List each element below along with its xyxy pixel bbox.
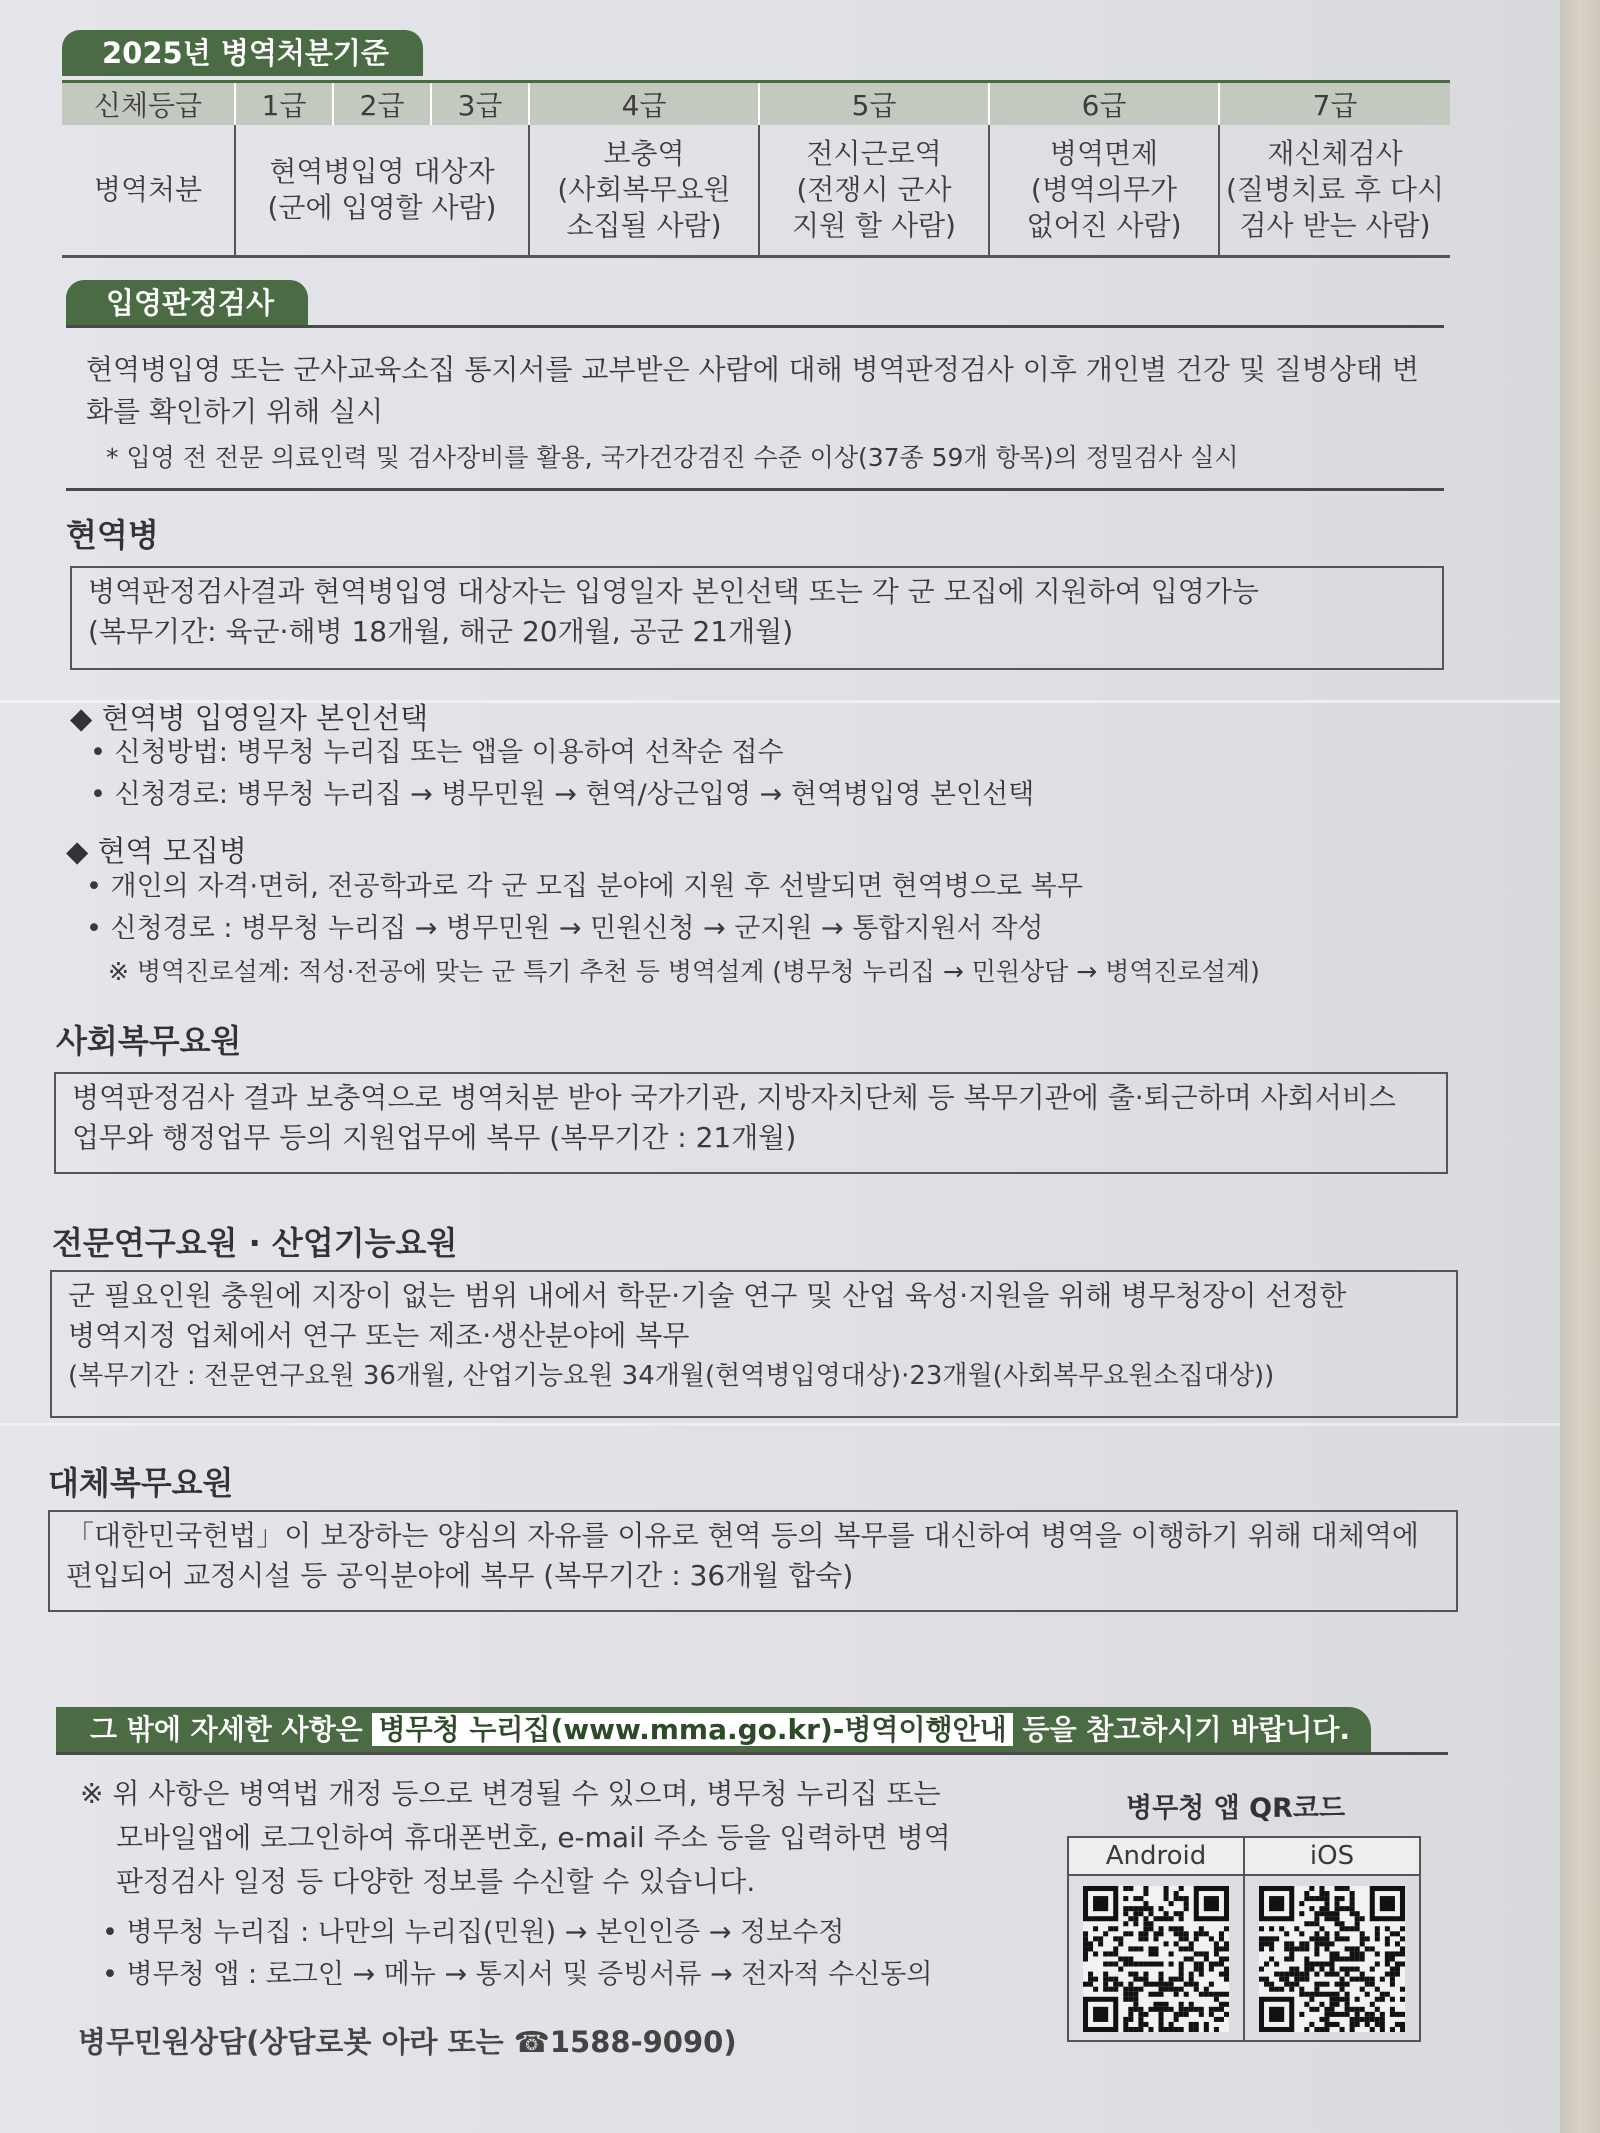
disposition-reexam (1219, 125, 1450, 257)
grade-header-label: 신체등급 (62, 82, 235, 126)
list-item: • 개인의 자격·면허, 전공학과로 각 군 모집 분야에 지원 후 선발되면 현역병으로 복무 (86, 871, 1083, 902)
disposition-line: (사회복무요원 (557, 173, 731, 206)
research-industry-box (50, 1270, 1458, 1418)
self-select-title: ◆ 현역병 입영일자 본인선택 (70, 701, 429, 735)
active-duty-heading: 현역병 (66, 516, 159, 554)
qr-body (1069, 1876, 1419, 2042)
box-line: 병역판정검사 결과 보충역으로 병역처분 받아 국가기관, 지방자치단체 등 복무기관에 출·퇴근하며 사회서비스 (72, 1081, 1396, 1114)
alternative-service-heading: 대체복무요원 (48, 1464, 234, 1502)
qr-code-panel (1067, 1836, 1421, 2042)
grade-1: 1급 (235, 82, 333, 126)
disposition-line: 전시근로역 (806, 137, 942, 170)
ios-qr-icon[interactable] (1259, 1886, 1405, 2032)
disposition-line: 보충역 (603, 137, 685, 170)
box-line: 업무와 행정업무 등의 지원업무에 복무 (복무기간 : 21개월) (72, 1121, 797, 1154)
mma-website-link[interactable]: 병무청 누리집(www.mma.go.kr)-병역이행안내 (372, 1713, 1012, 1746)
disposition-active (235, 125, 529, 257)
notice-line: 모바일앱에 로그인하여 휴대폰번호, e-mail 주소 등을 입력하면 병역 (116, 1821, 951, 1854)
box-line: 「대한민국헌법」이 보장하는 양심의 자유를 이유로 현역 등의 복무를 대신하여 병역을 이행하기 위해 대체역에 (66, 1519, 1419, 1552)
grade-3: 3급 (431, 82, 529, 126)
disposition-line: 현역병입영 대상자 (269, 155, 495, 188)
box-line: (복무기간 : 전문연구요원 36개월, 산업기능요원 34개월(현역병입영대상)·23개월(사회복무요원소집대상)) (68, 1361, 1275, 1391)
qr-label-android: Android (1069, 1838, 1245, 1874)
fold-line (0, 1423, 1560, 1426)
disposition-line: 재신체검사 (1267, 137, 1403, 170)
banner-text: 그 밖에 자세한 사항은 (90, 1713, 363, 1746)
table-surface (1560, 0, 1600, 2133)
active-duty-box (70, 566, 1444, 670)
disposition-line: 지원 할 사람) (792, 209, 956, 242)
disposition-line: (군에 입영할 사람) (267, 191, 497, 224)
qr-label-ios: iOS (1245, 1838, 1419, 1874)
disposition-exemption (989, 125, 1219, 257)
footer-bullets (102, 1912, 932, 1996)
grade-4: 4급 (529, 82, 759, 126)
disposition-line: 없어진 사람) (1026, 209, 1182, 242)
box-line: (복무기간: 육군·해병 18개월, 해군 20개월, 공군 21개월) (88, 615, 794, 648)
list-item: • 신청경로 : 병무청 누리집 → 병무민원 → 민원신청 → 군지원 → 통합지원서 작성 (86, 913, 1044, 944)
recruit-list (86, 866, 1083, 950)
grade-standard-tab: 2025년 병역처분기준 (62, 30, 423, 76)
disposition-line: 검사 받는 사람) (1239, 209, 1431, 242)
recruit-title: ◆ 현역 모집병 (66, 834, 247, 868)
box-line: 군 필요인원 충원에 지장이 없는 범위 내에서 학문·기술 연구 및 산업 육성·지원을 위해 병무청장이 선정한 (68, 1279, 1347, 1312)
notice-line: ※ 위 사항은 병역법 개정 등으로 변경될 수 있으며, 병무청 누리집 또는 (80, 1777, 941, 1810)
social-service-box (54, 1072, 1448, 1174)
qr-title: 병무청 앱 QR코드 (1126, 1793, 1346, 1824)
alternative-service-box (48, 1510, 1458, 1612)
entry-exam-text: 현역병입영 또는 군사교육소집 통지서를 교부받은 사람에 대해 병역판정검사 이후 개인별 건강 및 질병상태 변화를 확인하기 위해 실시 (86, 353, 1419, 428)
disposition-row-label: 병역처분 (62, 125, 235, 257)
recruit-note: ※ 병역진로설계: 적성·전공에 맞는 군 특기 추천 등 병역설계 (병무청 누리집 → 민원상담 → 병역진로설계) (108, 957, 1260, 986)
box-line: 편입되어 교정시설 등 공익분야에 복무 (복무기간 : 36개월 합숙) (66, 1559, 854, 1592)
disposition-row (62, 125, 1450, 257)
more-info-banner (56, 1707, 1371, 1753)
research-industry-heading: 전문연구요원 · 산업기능요원 (52, 1224, 458, 1262)
disposition-line: (병역의무가 (1030, 173, 1178, 206)
entry-exam-note: * 입영 전 전문 의료인력 및 검사장비를 활용, 국가건강검진 수준 이상(37종 59개 항목)의 정밀검사 실시 (106, 443, 1239, 472)
grade-5: 5급 (759, 82, 989, 126)
grade-2: 2급 (333, 82, 431, 126)
disposition-supplementary (529, 125, 759, 257)
divider (66, 488, 1444, 491)
qr-header (1069, 1838, 1419, 1876)
qr-cell-ios (1245, 1876, 1419, 2042)
entry-exam-tab: 입영판정검사 (66, 280, 308, 326)
social-service-heading: 사회복무요원 (56, 1022, 242, 1060)
box-line: 병역지정 업체에서 연구 또는 제조·생산분야에 복무 (68, 1319, 690, 1352)
list-item: • 신청경로: 병무청 누리집 → 병무민원 → 현역/상근입영 → 현역병입영 본인선택 (90, 779, 1035, 810)
contact-info: 병무민원상담(상담로봇 아라 또는 ☎1588-9090) (78, 2025, 737, 2059)
divider (56, 1752, 1448, 1755)
grade-header-row (62, 82, 1450, 126)
banner-text: 등을 참고하시기 바랍니다. (1022, 1713, 1351, 1746)
grade-7: 7급 (1219, 82, 1450, 126)
qr-cell-android (1069, 1876, 1245, 2042)
disposition-line: (질병치료 후 다시 (1225, 173, 1445, 206)
disposition-wartime-labor (759, 125, 989, 257)
android-qr-icon[interactable] (1083, 1886, 1229, 2032)
footer-notice (80, 1772, 1040, 1904)
grade-6: 6급 (989, 82, 1219, 126)
disposition-line: 소집될 사람) (566, 209, 722, 242)
grade-standard-table (62, 80, 1450, 258)
box-line: 병역판정검사결과 현역병입영 대상자는 입영일자 본인선택 또는 각 군 모집에 지원하여 입영가능 (88, 575, 1259, 608)
list-item: • 병무청 누리집 : 나만의 누리집(민원) → 본인인증 → 정보수정 (102, 1917, 845, 1948)
list-item: • 신청방법: 병무청 누리집 또는 앱을 이용하여 선착순 접수 (90, 737, 784, 768)
disposition-line: 병역면제 (1049, 137, 1159, 170)
divider (66, 325, 1444, 328)
disposition-line: (전쟁시 군사 (796, 173, 952, 206)
notice-line: 판정검사 일정 등 다양한 정보를 수신할 수 있습니다. (116, 1865, 756, 1898)
self-select-list (90, 732, 1034, 816)
list-item: • 병무청 앱 : 로그인 → 메뉴 → 통지서 및 증빙서류 → 전자적 수신동의 (102, 1959, 933, 1990)
